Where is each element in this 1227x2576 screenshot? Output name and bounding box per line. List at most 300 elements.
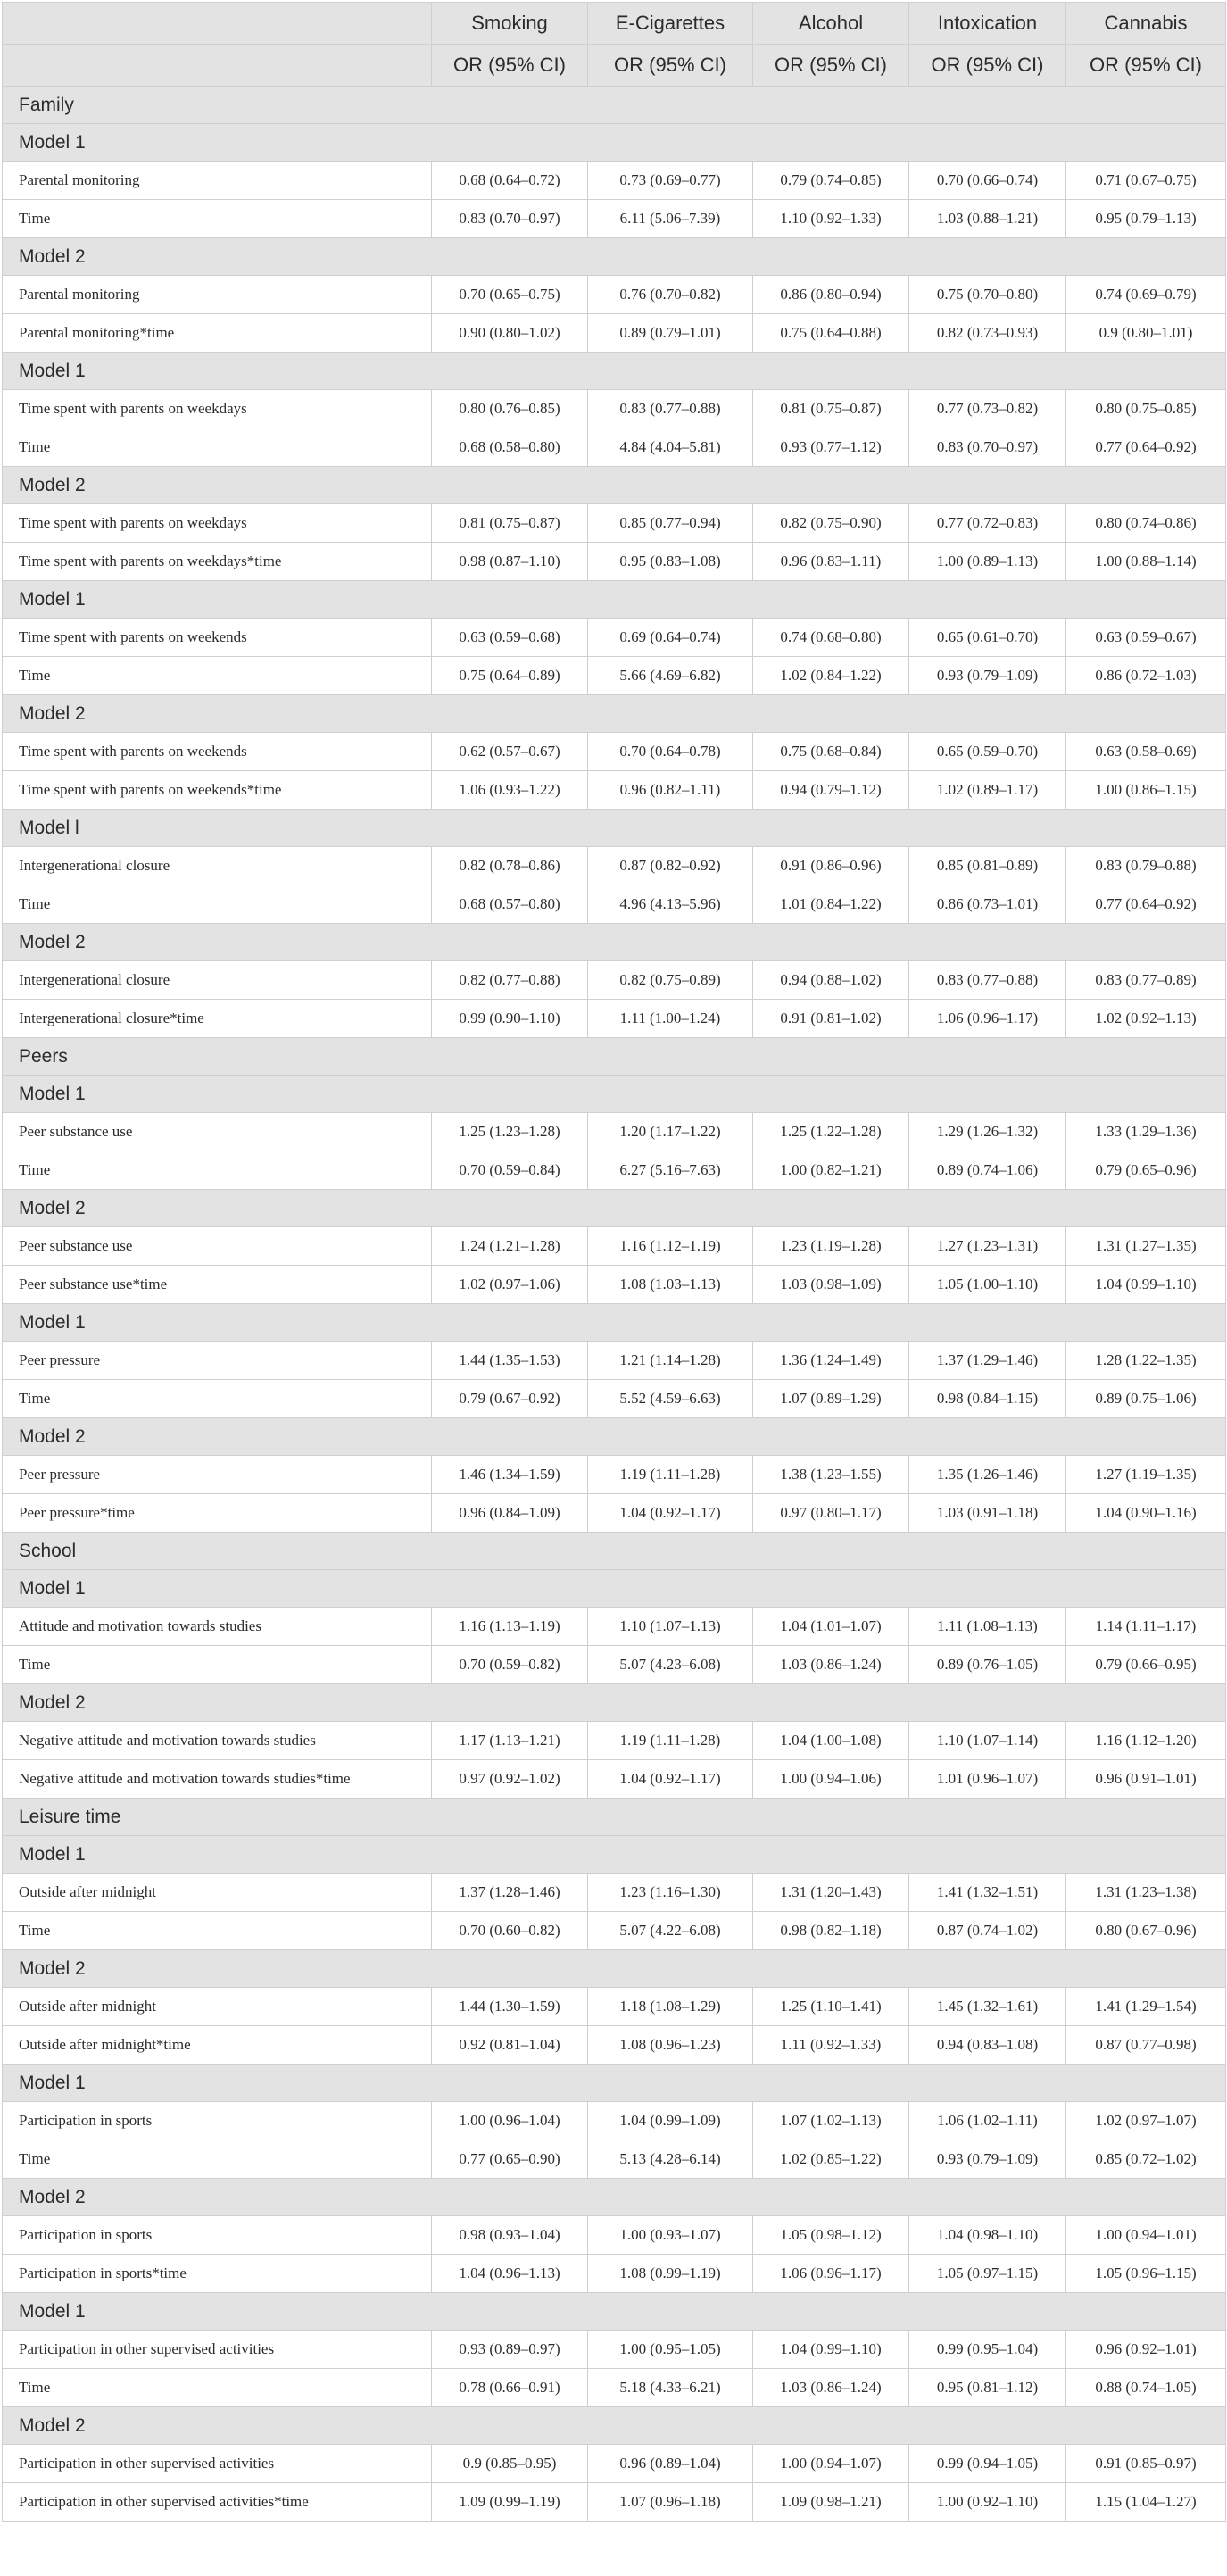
odds-ratio-cell: 0.90 (0.80–1.02) xyxy=(432,314,588,353)
table-row xyxy=(3,2216,1226,2255)
odds-ratio-cell: 0.85 (0.72–1.02) xyxy=(1066,2140,1226,2179)
table-row xyxy=(3,2445,1226,2483)
odds-ratio-cell: 1.33 (1.29–1.36) xyxy=(1066,1113,1226,1151)
odds-ratio-cell: 0.83 (0.77–0.88) xyxy=(909,961,1066,1000)
odds-ratio-cell: 1.02 (0.97–1.07) xyxy=(1066,2102,1226,2140)
odds-ratio-cell: 1.27 (1.23–1.31) xyxy=(909,1227,1066,1266)
odds-ratio-cell: 1.28 (1.22–1.35) xyxy=(1066,1342,1226,1380)
model-row xyxy=(3,1684,1226,1722)
odds-ratio-cell: 0.74 (0.68–0.80) xyxy=(753,619,909,657)
column-header-alcohol: Alcohol xyxy=(753,3,909,45)
odds-ratio-cell: 1.00 (0.93–1.07) xyxy=(588,2216,753,2255)
model-row xyxy=(3,353,1226,390)
odds-ratio-cell: 0.87 (0.82–0.92) xyxy=(588,847,753,885)
odds-ratio-cell: 1.05 (1.00–1.10) xyxy=(909,1266,1066,1304)
row-label: Negative attitude and motivation towards studies*time xyxy=(3,1760,432,1799)
model-label: Model 2 xyxy=(3,1190,1226,1227)
row-label: Time spent with parents on weekdays*time xyxy=(3,543,432,581)
odds-ratio-cell: 0.86 (0.72–1.03) xyxy=(1066,657,1226,695)
row-label: Time xyxy=(3,1912,432,1950)
odds-ratio-cell: 1.25 (1.10–1.41) xyxy=(753,1988,909,2026)
odds-ratio-cell: 1.04 (1.00–1.08) xyxy=(753,1722,909,1760)
odds-ratio-cell: 1.31 (1.20–1.43) xyxy=(753,1874,909,1912)
odds-ratio-cell: 0.79 (0.67–0.92) xyxy=(432,1380,588,1418)
table-row xyxy=(3,2483,1226,2522)
model-row xyxy=(3,581,1226,619)
section-title: Leisure time xyxy=(3,1799,1226,1836)
table-row xyxy=(3,428,1226,467)
subheader-row xyxy=(3,45,1226,87)
odds-ratio-cell: 0.79 (0.74–0.85) xyxy=(753,162,909,200)
odds-ratio-cell: 0.96 (0.91–1.01) xyxy=(1066,1760,1226,1799)
row-label: Intergenerational closure xyxy=(3,961,432,1000)
odds-ratio-cell: 1.00 (0.94–1.06) xyxy=(753,1760,909,1799)
row-label: Time spent with parents on weekends xyxy=(3,619,432,657)
odds-ratio-cell: 4.96 (4.13–5.96) xyxy=(588,885,753,924)
odds-ratio-cell: 0.86 (0.80–0.94) xyxy=(753,276,909,314)
odds-ratio-cell: 0.81 (0.75–0.87) xyxy=(753,390,909,428)
table-row xyxy=(3,1456,1226,1494)
odds-ratio-cell: 1.25 (1.23–1.28) xyxy=(432,1113,588,1151)
odds-ratio-cell: 1.04 (0.90–1.16) xyxy=(1066,1494,1226,1533)
section-title: Family xyxy=(3,87,1226,124)
odds-ratio-cell: 0.96 (0.89–1.04) xyxy=(588,2445,753,2483)
odds-ratio-cell: 5.66 (4.69–6.82) xyxy=(588,657,753,695)
odds-ratio-cell: 0.82 (0.75–0.89) xyxy=(588,961,753,1000)
table-row xyxy=(3,961,1226,1000)
model-row xyxy=(3,238,1226,276)
table-row xyxy=(3,390,1226,428)
odds-ratio-cell: 0.79 (0.65–0.96) xyxy=(1066,1151,1226,1190)
odds-ratio-cell: 0.89 (0.79–1.01) xyxy=(588,314,753,353)
table-row xyxy=(3,657,1226,695)
odds-ratio-cell: 1.08 (1.03–1.13) xyxy=(588,1266,753,1304)
model-label: Model 2 xyxy=(3,238,1226,276)
odds-ratio-cell: 0.83 (0.70–0.97) xyxy=(909,428,1066,467)
model-row xyxy=(3,2407,1226,2445)
odds-ratio-cell: 0.89 (0.76–1.05) xyxy=(909,1646,1066,1684)
table-row xyxy=(3,314,1226,353)
model-row xyxy=(3,2293,1226,2331)
odds-ratio-cell: 1.06 (0.93–1.22) xyxy=(432,771,588,810)
odds-ratio-cell: 0.98 (0.87–1.10) xyxy=(432,543,588,581)
odds-ratio-cell: 1.04 (0.96–1.13) xyxy=(432,2255,588,2293)
table-row xyxy=(3,1722,1226,1760)
odds-ratio-cell: 0.62 (0.57–0.67) xyxy=(432,733,588,771)
odds-ratio-cell: 1.10 (1.07–1.13) xyxy=(588,1608,753,1646)
odds-ratio-cell: 1.08 (0.96–1.23) xyxy=(588,2026,753,2065)
odds-ratio-cell: 1.35 (1.26–1.46) xyxy=(909,1456,1066,1494)
model-row xyxy=(3,1304,1226,1342)
odds-ratio-cell: 0.82 (0.78–0.86) xyxy=(432,847,588,885)
model-label: Model 1 xyxy=(3,1304,1226,1342)
odds-ratio-cell: 1.00 (0.94–1.01) xyxy=(1066,2216,1226,2255)
odds-ratio-cell: 0.80 (0.74–0.86) xyxy=(1066,504,1226,543)
odds-ratio-cell: 1.00 (0.89–1.13) xyxy=(909,543,1066,581)
row-label: Participation in other supervised activities*time xyxy=(3,2483,432,2522)
odds-ratio-cell: 1.03 (0.88–1.21) xyxy=(909,200,1066,238)
table-row xyxy=(3,1151,1226,1190)
row-label: Peer pressure*time xyxy=(3,1494,432,1533)
odds-ratio-cell: 0.70 (0.65–0.75) xyxy=(432,276,588,314)
odds-ratio-cell: 1.19 (1.11–1.28) xyxy=(588,1722,753,1760)
odds-ratio-cell: 1.05 (0.98–1.12) xyxy=(753,2216,909,2255)
odds-ratio-cell: 0.97 (0.80–1.17) xyxy=(753,1494,909,1533)
odds-ratio-cell: 0.96 (0.92–1.01) xyxy=(1066,2331,1226,2369)
odds-ratio-cell: 0.94 (0.83–1.08) xyxy=(909,2026,1066,2065)
column-subheader: OR (95% CI) xyxy=(753,45,909,87)
table-row xyxy=(3,1342,1226,1380)
odds-ratio-cell: 1.06 (0.96–1.17) xyxy=(909,1000,1066,1038)
table-row xyxy=(3,885,1226,924)
odds-ratio-cell: 0.78 (0.66–0.91) xyxy=(432,2369,588,2407)
odds-ratio-cell: 5.52 (4.59–6.63) xyxy=(588,1380,753,1418)
odds-ratio-cell: 1.04 (0.99–1.10) xyxy=(1066,1266,1226,1304)
model-label: Model 1 xyxy=(3,2293,1226,2331)
odds-ratio-cell: 5.18 (4.33–6.21) xyxy=(588,2369,753,2407)
model-row xyxy=(3,1836,1226,1874)
odds-ratio-cell: 0.93 (0.77–1.12) xyxy=(753,428,909,467)
odds-ratio-cell: 0.92 (0.81–1.04) xyxy=(432,2026,588,2065)
odds-ratio-cell: 0.93 (0.89–0.97) xyxy=(432,2331,588,2369)
odds-ratio-cell: 1.44 (1.35–1.53) xyxy=(432,1342,588,1380)
model-row xyxy=(3,1190,1226,1227)
odds-ratio-cell: 1.17 (1.13–1.21) xyxy=(432,1722,588,1760)
table-row xyxy=(3,2102,1226,2140)
row-label: Time spent with parents on weekends*time xyxy=(3,771,432,810)
odds-ratio-cell: 1.01 (0.96–1.07) xyxy=(909,1760,1066,1799)
odds-ratio-cell: 1.08 (0.99–1.19) xyxy=(588,2255,753,2293)
odds-ratio-cell: 0.70 (0.66–0.74) xyxy=(909,162,1066,200)
odds-ratio-cell: 0.85 (0.81–0.89) xyxy=(909,847,1066,885)
table-row xyxy=(3,504,1226,543)
odds-ratio-cell: 1.02 (0.85–1.22) xyxy=(753,2140,909,2179)
row-label: Intergenerational closure xyxy=(3,847,432,885)
row-label: Time spent with parents on weekdays xyxy=(3,390,432,428)
odds-ratio-cell: 0.83 (0.77–0.88) xyxy=(588,390,753,428)
model-row xyxy=(3,810,1226,847)
table-row xyxy=(3,1380,1226,1418)
odds-ratio-cell: 0.70 (0.59–0.82) xyxy=(432,1646,588,1684)
odds-ratio-cell: 0.91 (0.86–0.96) xyxy=(753,847,909,885)
table-row xyxy=(3,2331,1226,2369)
row-label: Time xyxy=(3,1151,432,1190)
odds-ratio-cell: 0.95 (0.81–1.12) xyxy=(909,2369,1066,2407)
odds-ratio-cell: 0.77 (0.65–0.90) xyxy=(432,2140,588,2179)
table-row xyxy=(3,1608,1226,1646)
table-row xyxy=(3,1988,1226,2026)
odds-ratio-cell: 0.88 (0.74–1.05) xyxy=(1066,2369,1226,2407)
row-label: Participation in sports xyxy=(3,2216,432,2255)
odds-ratio-cell: 0.98 (0.84–1.15) xyxy=(909,1380,1066,1418)
odds-ratio-cell: 1.16 (1.12–1.19) xyxy=(588,1227,753,1266)
model-row xyxy=(3,924,1226,961)
odds-ratio-cell: 0.63 (0.58–0.69) xyxy=(1066,733,1226,771)
odds-ratio-cell: 1.01 (0.84–1.22) xyxy=(753,885,909,924)
table-row xyxy=(3,1912,1226,1950)
row-label: Participation in sports*time xyxy=(3,2255,432,2293)
row-label: Outside after midnight xyxy=(3,1874,432,1912)
model-label: Model 1 xyxy=(3,353,1226,390)
row-label: Time xyxy=(3,1646,432,1684)
table-row xyxy=(3,276,1226,314)
table-row xyxy=(3,733,1226,771)
odds-ratio-cell: 0.97 (0.92–1.02) xyxy=(432,1760,588,1799)
table-row xyxy=(3,1494,1226,1533)
odds-ratio-cell: 0.87 (0.77–0.98) xyxy=(1066,2026,1226,2065)
odds-ratio-cell: 1.04 (1.01–1.07) xyxy=(753,1608,909,1646)
odds-ratio-cell: 1.24 (1.21–1.28) xyxy=(432,1227,588,1266)
odds-ratio-cell: 1.09 (0.99–1.19) xyxy=(432,2483,588,2522)
odds-ratio-cell: 1.06 (1.02–1.11) xyxy=(909,2102,1066,2140)
table-row xyxy=(3,1874,1226,1912)
table-row xyxy=(3,1266,1226,1304)
odds-ratio-cell: 1.03 (0.98–1.09) xyxy=(753,1266,909,1304)
odds-ratio-cell: 5.07 (4.22–6.08) xyxy=(588,1912,753,1950)
odds-ratio-cell: 0.77 (0.64–0.92) xyxy=(1066,885,1226,924)
odds-ratio-cell: 1.09 (0.98–1.21) xyxy=(753,2483,909,2522)
odds-ratio-cell: 0.77 (0.72–0.83) xyxy=(909,504,1066,543)
row-label: Participation in sports xyxy=(3,2102,432,2140)
odds-ratio-cell: 1.03 (0.91–1.18) xyxy=(909,1494,1066,1533)
odds-ratio-cell: 1.03 (0.86–1.24) xyxy=(753,2369,909,2407)
odds-ratio-cell: 0.9 (0.80–1.01) xyxy=(1066,314,1226,353)
row-label: Parental monitoring*time xyxy=(3,314,432,353)
odds-ratio-table xyxy=(2,2,1226,2522)
odds-ratio-cell: 0.77 (0.73–0.82) xyxy=(909,390,1066,428)
odds-ratio-cell: 0.94 (0.79–1.12) xyxy=(753,771,909,810)
odds-ratio-cell: 0.68 (0.58–0.80) xyxy=(432,428,588,467)
odds-ratio-cell: 0.75 (0.70–0.80) xyxy=(909,276,1066,314)
row-label: Time spent with parents on weekdays xyxy=(3,504,432,543)
section-title: School xyxy=(3,1533,1226,1570)
odds-ratio-cell: 0.95 (0.83–1.08) xyxy=(588,543,753,581)
odds-ratio-cell: 1.02 (0.97–1.06) xyxy=(432,1266,588,1304)
odds-ratio-cell: 1.31 (1.23–1.38) xyxy=(1066,1874,1226,1912)
row-label: Time xyxy=(3,657,432,695)
odds-ratio-cell: 0.89 (0.74–1.06) xyxy=(909,1151,1066,1190)
model-label: Model 1 xyxy=(3,124,1226,162)
model-label: Model 2 xyxy=(3,2179,1226,2216)
odds-ratio-cell: 1.20 (1.17–1.22) xyxy=(588,1113,753,1151)
odds-ratio-cell: 0.87 (0.74–1.02) xyxy=(909,1912,1066,1950)
header-corner-cell xyxy=(3,3,432,45)
table-row xyxy=(3,1760,1226,1799)
odds-ratio-cell: 0.93 (0.79–1.09) xyxy=(909,657,1066,695)
odds-ratio-cell: 0.91 (0.85–0.97) xyxy=(1066,2445,1226,2483)
model-label: Model 2 xyxy=(3,2407,1226,2445)
row-label: Peer pressure xyxy=(3,1456,432,1494)
results-table-container xyxy=(2,2,1225,2522)
table-row xyxy=(3,847,1226,885)
odds-ratio-cell: 0.82 (0.77–0.88) xyxy=(432,961,588,1000)
odds-ratio-cell: 1.11 (1.00–1.24) xyxy=(588,1000,753,1038)
table-body xyxy=(3,87,1226,2522)
odds-ratio-cell: 1.05 (0.96–1.15) xyxy=(1066,2255,1226,2293)
odds-ratio-cell: 0.99 (0.95–1.04) xyxy=(909,2331,1066,2369)
model-label: Model 1 xyxy=(3,2065,1226,2102)
model-label: Model 2 xyxy=(3,1684,1226,1722)
odds-ratio-cell: 6.11 (5.06–7.39) xyxy=(588,200,753,238)
table-row xyxy=(3,1646,1226,1684)
odds-ratio-cell: 1.07 (0.96–1.18) xyxy=(588,2483,753,2522)
odds-ratio-cell: 1.36 (1.24–1.49) xyxy=(753,1342,909,1380)
odds-ratio-cell: 1.00 (0.94–1.07) xyxy=(753,2445,909,2483)
table-row xyxy=(3,1000,1226,1038)
row-label: Parental monitoring xyxy=(3,276,432,314)
table-row xyxy=(3,619,1226,657)
odds-ratio-cell: 5.07 (4.23–6.08) xyxy=(588,1646,753,1684)
table-row xyxy=(3,771,1226,810)
table-row xyxy=(3,162,1226,200)
odds-ratio-cell: 0.68 (0.64–0.72) xyxy=(432,162,588,200)
odds-ratio-cell: 1.25 (1.22–1.28) xyxy=(753,1113,909,1151)
odds-ratio-cell: 0.85 (0.77–0.94) xyxy=(588,504,753,543)
odds-ratio-cell: 1.05 (0.97–1.15) xyxy=(909,2255,1066,2293)
odds-ratio-cell: 0.80 (0.76–0.85) xyxy=(432,390,588,428)
table-row xyxy=(3,2369,1226,2407)
odds-ratio-cell: 1.00 (0.96–1.04) xyxy=(432,2102,588,2140)
model-row xyxy=(3,467,1226,504)
odds-ratio-cell: 1.00 (0.86–1.15) xyxy=(1066,771,1226,810)
table-header xyxy=(3,3,1226,87)
row-label: Intergenerational closure*time xyxy=(3,1000,432,1038)
odds-ratio-cell: 1.44 (1.30–1.59) xyxy=(432,1988,588,2026)
odds-ratio-cell: 0.96 (0.83–1.11) xyxy=(753,543,909,581)
odds-ratio-cell: 1.04 (0.92–1.17) xyxy=(588,1760,753,1799)
odds-ratio-cell: 1.14 (1.11–1.17) xyxy=(1066,1608,1226,1646)
odds-ratio-cell: 1.37 (1.28–1.46) xyxy=(432,1874,588,1912)
row-label: Time xyxy=(3,885,432,924)
section-row xyxy=(3,1533,1226,1570)
odds-ratio-cell: 5.13 (4.28–6.14) xyxy=(588,2140,753,2179)
odds-ratio-cell: 1.04 (0.92–1.17) xyxy=(588,1494,753,1533)
row-label: Time xyxy=(3,2140,432,2179)
model-row xyxy=(3,1570,1226,1608)
row-label: Time xyxy=(3,1380,432,1418)
odds-ratio-cell: 0.98 (0.93–1.04) xyxy=(432,2216,588,2255)
model-label: Model 2 xyxy=(3,1418,1226,1456)
row-label: Peer pressure xyxy=(3,1342,432,1380)
odds-ratio-cell: 1.02 (0.92–1.13) xyxy=(1066,1000,1226,1038)
odds-ratio-cell: 1.00 (0.82–1.21) xyxy=(753,1151,909,1190)
odds-ratio-cell: 1.16 (1.12–1.20) xyxy=(1066,1722,1226,1760)
odds-ratio-cell: 1.41 (1.29–1.54) xyxy=(1066,1988,1226,2026)
section-row xyxy=(3,1038,1226,1076)
odds-ratio-cell: 0.93 (0.79–1.09) xyxy=(909,2140,1066,2179)
model-row xyxy=(3,1076,1226,1113)
subheader-corner-cell xyxy=(3,45,432,87)
odds-ratio-cell: 1.06 (0.96–1.17) xyxy=(753,2255,909,2293)
column-header-smoking: Smoking xyxy=(432,3,588,45)
odds-ratio-cell: 0.74 (0.69–0.79) xyxy=(1066,276,1226,314)
odds-ratio-cell: 0.83 (0.70–0.97) xyxy=(432,200,588,238)
odds-ratio-cell: 0.89 (0.75–1.06) xyxy=(1066,1380,1226,1418)
row-label: Participation in other supervised activities xyxy=(3,2331,432,2369)
header-row xyxy=(3,3,1226,45)
odds-ratio-cell: 1.07 (0.89–1.29) xyxy=(753,1380,909,1418)
column-subheader: OR (95% CI) xyxy=(909,45,1066,87)
section-title: Peers xyxy=(3,1038,1226,1076)
odds-ratio-cell: 1.16 (1.13–1.19) xyxy=(432,1608,588,1646)
row-label: Time xyxy=(3,2369,432,2407)
odds-ratio-cell: 1.19 (1.11–1.28) xyxy=(588,1456,753,1494)
column-subheader: OR (95% CI) xyxy=(432,45,588,87)
model-row xyxy=(3,2065,1226,2102)
odds-ratio-cell: 0.80 (0.75–0.85) xyxy=(1066,390,1226,428)
model-label: Model 2 xyxy=(3,1950,1226,1988)
odds-ratio-cell: 0.95 (0.79–1.13) xyxy=(1066,200,1226,238)
odds-ratio-cell: 1.38 (1.23–1.55) xyxy=(753,1456,909,1494)
odds-ratio-cell: 0.77 (0.64–0.92) xyxy=(1066,428,1226,467)
odds-ratio-cell: 0.81 (0.75–0.87) xyxy=(432,504,588,543)
row-label: Parental monitoring xyxy=(3,162,432,200)
odds-ratio-cell: 0.9 (0.85–0.95) xyxy=(432,2445,588,2483)
row-label: Time xyxy=(3,428,432,467)
odds-ratio-cell: 1.10 (1.07–1.14) xyxy=(909,1722,1066,1760)
odds-ratio-cell: 0.65 (0.61–0.70) xyxy=(909,619,1066,657)
odds-ratio-cell: 1.02 (0.84–1.22) xyxy=(753,657,909,695)
table-row xyxy=(3,2140,1226,2179)
row-label: Time spent with parents on weekends xyxy=(3,733,432,771)
model-label: Model l xyxy=(3,810,1226,847)
column-header-cannabis: Cannabis xyxy=(1066,3,1226,45)
model-row xyxy=(3,2179,1226,2216)
odds-ratio-cell: 1.21 (1.14–1.28) xyxy=(588,1342,753,1380)
odds-ratio-cell: 1.04 (0.99–1.10) xyxy=(753,2331,909,2369)
odds-ratio-cell: 1.23 (1.16–1.30) xyxy=(588,1874,753,1912)
odds-ratio-cell: 0.71 (0.67–0.75) xyxy=(1066,162,1226,200)
model-label: Model 2 xyxy=(3,695,1226,733)
odds-ratio-cell: 1.00 (0.92–1.10) xyxy=(909,2483,1066,2522)
odds-ratio-cell: 1.41 (1.32–1.51) xyxy=(909,1874,1066,1912)
odds-ratio-cell: 0.69 (0.64–0.74) xyxy=(588,619,753,657)
row-label: Peer substance use*time xyxy=(3,1266,432,1304)
odds-ratio-cell: 1.45 (1.32–1.61) xyxy=(909,1988,1066,2026)
column-subheader: OR (95% CI) xyxy=(588,45,753,87)
row-label: Peer substance use xyxy=(3,1227,432,1266)
model-label: Model 2 xyxy=(3,924,1226,961)
odds-ratio-cell: 1.29 (1.26–1.32) xyxy=(909,1113,1066,1151)
odds-ratio-cell: 0.94 (0.88–1.02) xyxy=(753,961,909,1000)
odds-ratio-cell: 0.99 (0.94–1.05) xyxy=(909,2445,1066,2483)
model-label: Model 1 xyxy=(3,1570,1226,1608)
odds-ratio-cell: 0.99 (0.90–1.10) xyxy=(432,1000,588,1038)
odds-ratio-cell: 0.73 (0.69–0.77) xyxy=(588,162,753,200)
odds-ratio-cell: 1.02 (0.89–1.17) xyxy=(909,771,1066,810)
row-label: Participation in other supervised activities xyxy=(3,2445,432,2483)
odds-ratio-cell: 1.11 (1.08–1.13) xyxy=(909,1608,1066,1646)
table-row xyxy=(3,2255,1226,2293)
model-label: Model 1 xyxy=(3,1836,1226,1874)
odds-ratio-cell: 1.04 (0.98–1.10) xyxy=(909,2216,1066,2255)
odds-ratio-cell: 0.76 (0.70–0.82) xyxy=(588,276,753,314)
odds-ratio-cell: 0.63 (0.59–0.68) xyxy=(432,619,588,657)
row-label: Negative attitude and motivation towards studies xyxy=(3,1722,432,1760)
model-label: Model 1 xyxy=(3,581,1226,619)
odds-ratio-cell: 0.70 (0.60–0.82) xyxy=(432,1912,588,1950)
row-label: Time xyxy=(3,200,432,238)
model-row xyxy=(3,1418,1226,1456)
model-label: Model 1 xyxy=(3,1076,1226,1113)
column-header-intoxication: Intoxication xyxy=(909,3,1066,45)
odds-ratio-cell: 0.75 (0.64–0.89) xyxy=(432,657,588,695)
model-label: Model 2 xyxy=(3,467,1226,504)
column-subheader: OR (95% CI) xyxy=(1066,45,1226,87)
odds-ratio-cell: 1.07 (1.02–1.13) xyxy=(753,2102,909,2140)
row-label: Peer substance use xyxy=(3,1113,432,1151)
row-label: Outside after midnight xyxy=(3,1988,432,2026)
